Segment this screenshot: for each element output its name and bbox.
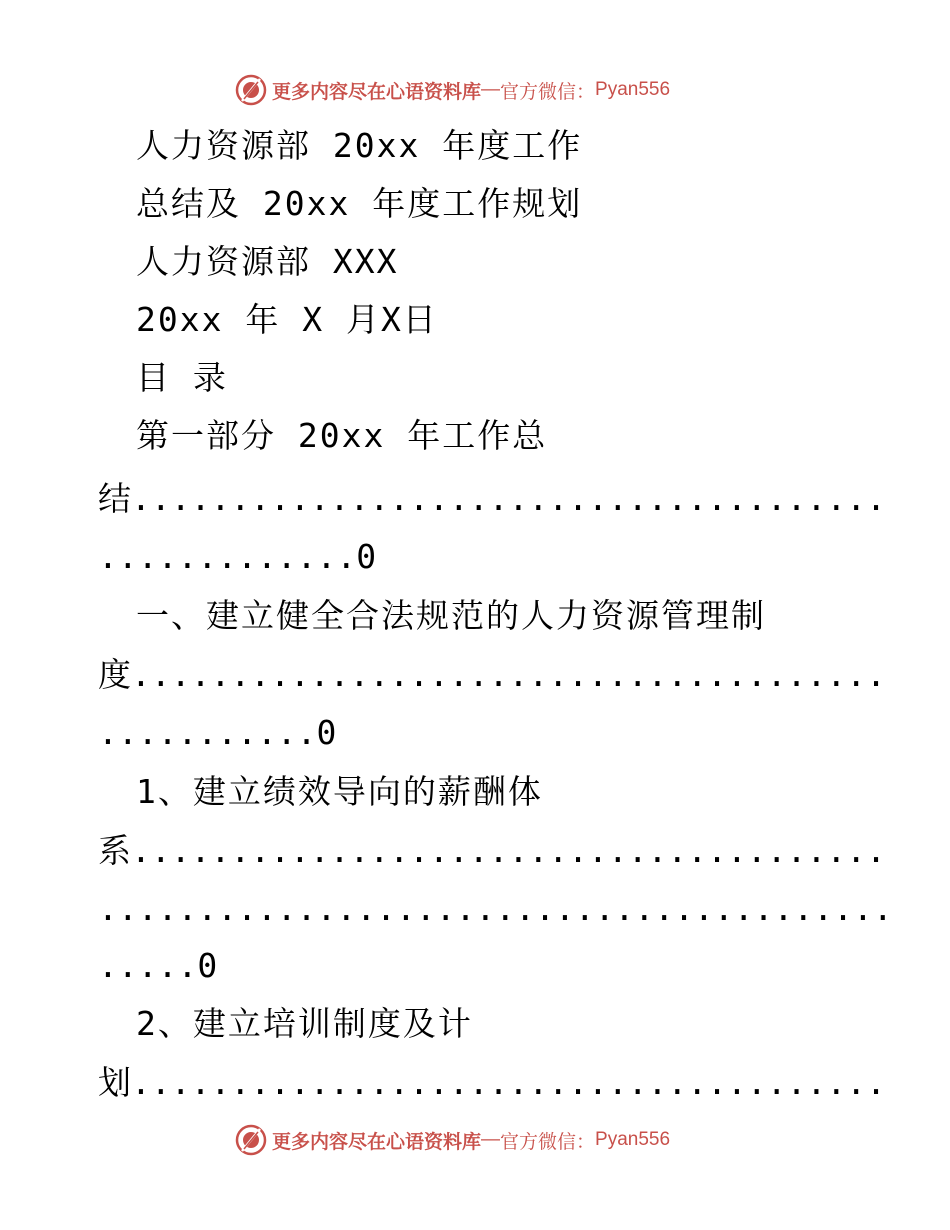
toc-section-one-title: 一、建立健全合法规范的人力资源管理制: [136, 596, 766, 635]
toc-part-one-leader: 结......................................: [98, 479, 886, 518]
pen-logo-icon: [234, 1123, 268, 1157]
toc-item-1-page: .....0: [98, 946, 218, 985]
toc-item-1-leader-cont: ........................................: [98, 889, 893, 928]
toc-item-1-title: 1、建立绩效导向的薪酬体: [136, 772, 543, 811]
doc-title-line-1: 人力资源部 20xx 年度工作: [136, 126, 583, 165]
toc-part-one-page: .............0: [98, 537, 377, 576]
watermark-id: Pyan556: [595, 79, 671, 100]
watermark-official: 官方微信：: [500, 1130, 596, 1153]
doc-department: 人力资源部 XXX: [136, 242, 399, 281]
toc-section-one-page: ...........0: [98, 713, 337, 752]
doc-title-line-2: 总结及 20xx 年度工作规划: [136, 184, 583, 223]
watermark-id: Pyan556: [595, 1129, 671, 1150]
watermark-header: [234, 72, 670, 108]
watermark-dash: —: [481, 1129, 501, 1150]
pen-logo-icon: [234, 73, 268, 107]
watermark-footer: [234, 1122, 670, 1158]
toc-part-one-title: 第一部分 20xx 年工作总: [136, 416, 548, 455]
toc-item-2-leader: 划......................................: [98, 1063, 886, 1102]
watermark-text: 更多内容尽在心语资料库: [272, 1130, 482, 1153]
watermark-official: 官方微信：: [500, 80, 596, 103]
toc-section-one-leader: 度......................................: [98, 655, 886, 694]
watermark-dash: —: [481, 79, 501, 100]
toc-heading: 目 录: [136, 358, 228, 397]
toc-item-2-title: 2、建立培训制度及计: [136, 1004, 473, 1043]
toc-item-1-leader: 系......................................: [98, 831, 886, 870]
doc-date: 20xx 年 X 月X日: [136, 300, 438, 339]
watermark-text: 更多内容尽在心语资料库: [272, 80, 482, 103]
